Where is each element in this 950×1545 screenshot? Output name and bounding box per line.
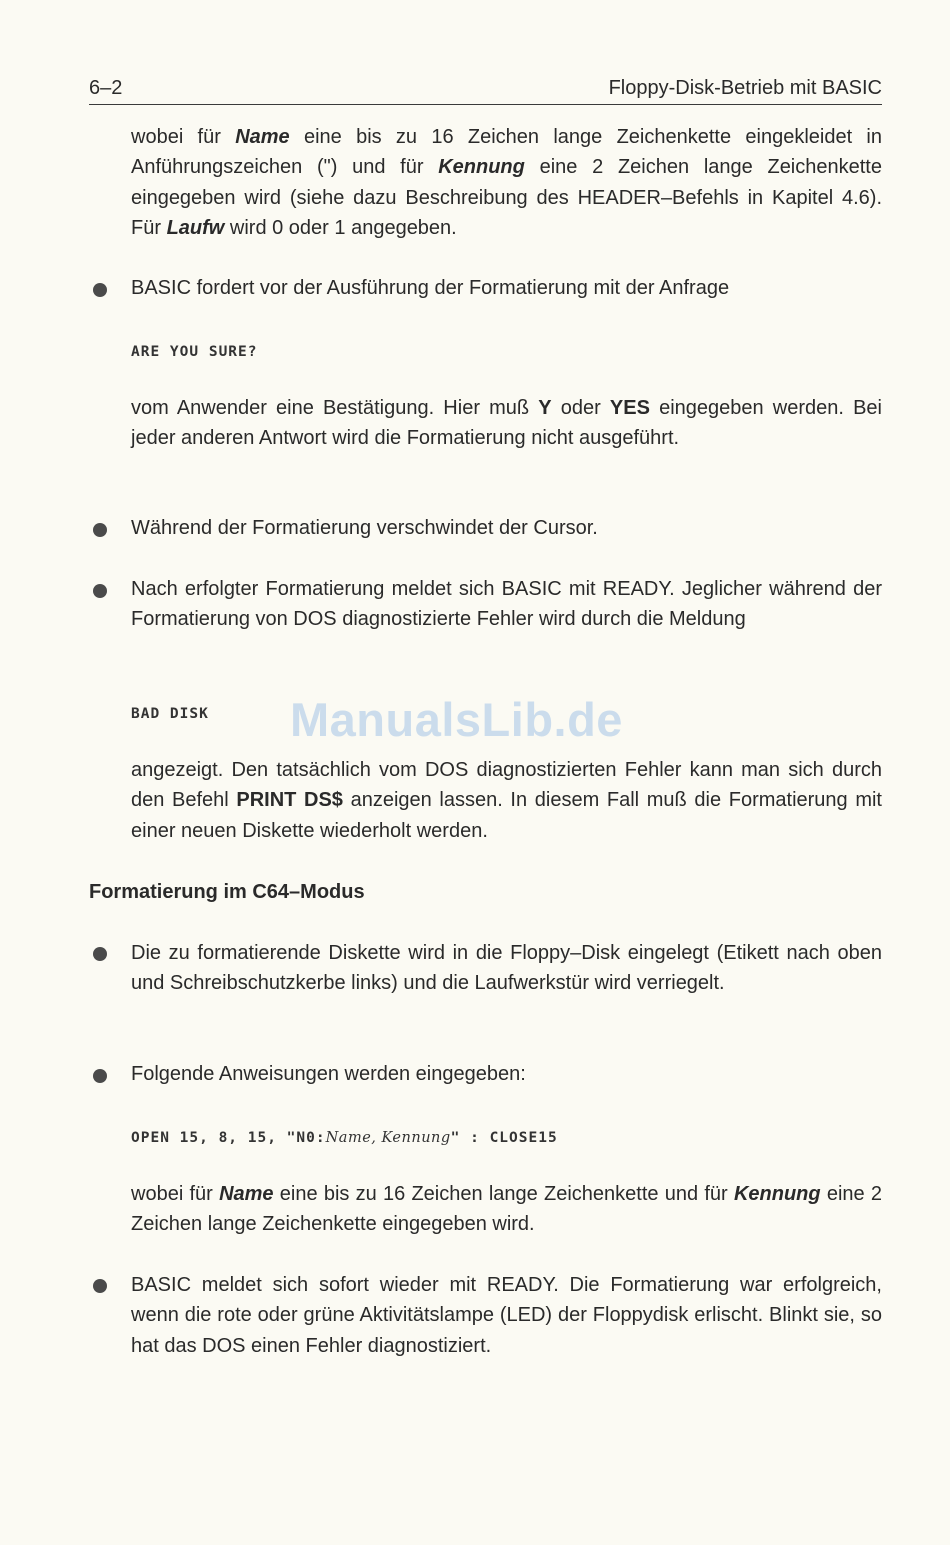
term-laufw: Laufw <box>166 216 225 239</box>
text: angezeigt. Den tatsächlich vom DOS diagnostizierten Fehler kann man sich durch den Befehl <box>131 759 882 812</box>
text: vom Anwender eine Bestätigung. Hier muß <box>131 397 539 419</box>
text: eine 2 Zeichen lange Zeichenkette eingegeben wird (siehe dazu Beschreibung des HEADER–Befehls in Kapitel 4.6). Für <box>131 156 882 239</box>
code-params: Name, Kennung <box>325 1130 451 1146</box>
bullet-text-cursor: Während der Formatierung verschwindet der Cursor. <box>131 517 598 539</box>
term-kennung: Kennung <box>733 1183 821 1205</box>
text: oder <box>551 397 610 419</box>
bullet-icon <box>93 1279 107 1293</box>
text: anzeigen lassen. In diesem Fall muß die Formatierung mit einer neuen Diskette wiederholt werden. <box>131 789 882 842</box>
text: wird 0 oder 1 angegeben. <box>224 216 457 239</box>
paragraph-print-ds <box>131 755 882 846</box>
code-open-command <box>131 1130 558 1146</box>
text: wobei für <box>131 1183 220 1205</box>
key-yes: YES <box>609 397 650 419</box>
text: eine bis zu 16 Zeichen lange Zeichenkette eingekleidet in Anführungszeichen (") und für <box>131 126 882 179</box>
key-y: Y <box>538 397 552 419</box>
bullet-text-insert-disk: Die zu formatierende Diskette wird in die Floppy–Disk eingelegt (Etikett nach oben und Schreibschutzkerbe links) und die Laufwerkstür wird verriegelt. <box>131 942 882 995</box>
text: eingegeben werden. Bei jeder anderen Antwort wird die Formatierung nicht ausgeführt. <box>131 397 882 450</box>
term-name: Name <box>219 1183 274 1205</box>
code-part: " : CLOSE15 <box>450 1130 558 1146</box>
bullet-text-confirm-request: BASIC fordert vor der Ausführung der Formatierung mit der Anfrage <box>131 277 730 299</box>
bullet-icon <box>93 947 107 961</box>
paragraph-name-kennung-c64 <box>131 1179 882 1240</box>
page-header <box>89 74 882 105</box>
term-name: Name <box>235 126 290 148</box>
paragraph-confirmation <box>131 393 882 454</box>
text: eine bis zu 16 Zeichen lange Zeichenkette und für <box>273 1183 734 1205</box>
bullet-text-led: BASIC meldet sich sofort wieder mit READY. Die Formatierung war erfolgreich, wenn die rote oder grüne Aktivitätslampe (LED) der Floppydisk erlischt. Blinkt sie, so hat das DOS einen Fehler diagnostiziert. <box>131 1274 882 1357</box>
text: eine 2 Zeichen lange Zeichenkette eingegeben wird. <box>131 1183 882 1236</box>
code-are-you-sure: ARE YOU SURE? <box>131 344 258 360</box>
paragraph-name-kennung <box>131 122 882 243</box>
bullet-text-instructions: Folgende Anweisungen werden eingegeben: <box>131 1063 526 1085</box>
section-heading: Formatierung im C64–Modus <box>89 881 365 903</box>
chapter-title: Floppy-Disk-Betrieb mit BASIC <box>608 77 882 99</box>
code-part: OPEN 15, 8, 15, "N0: <box>131 1130 326 1146</box>
command-print-ds: PRINT DS$ <box>236 789 343 812</box>
bullet-icon <box>93 1069 107 1083</box>
watermark: ManualsLib.de <box>290 693 623 746</box>
term-kennung: Kennung <box>438 156 525 179</box>
code-bad-disk: BAD DISK <box>131 706 209 722</box>
bullet-icon <box>93 523 107 537</box>
bullet-icon <box>93 283 107 297</box>
text: wobei für <box>131 126 236 148</box>
bullet-text-ready: Nach erfolgter Formatierung meldet sich BASIC mit READY. Jeglicher während der Formatierung von DOS diagnostizierte Fehler wird durch die Meldung <box>131 578 882 631</box>
page-number: 6–2 <box>89 77 123 99</box>
bullet-icon <box>93 584 107 598</box>
